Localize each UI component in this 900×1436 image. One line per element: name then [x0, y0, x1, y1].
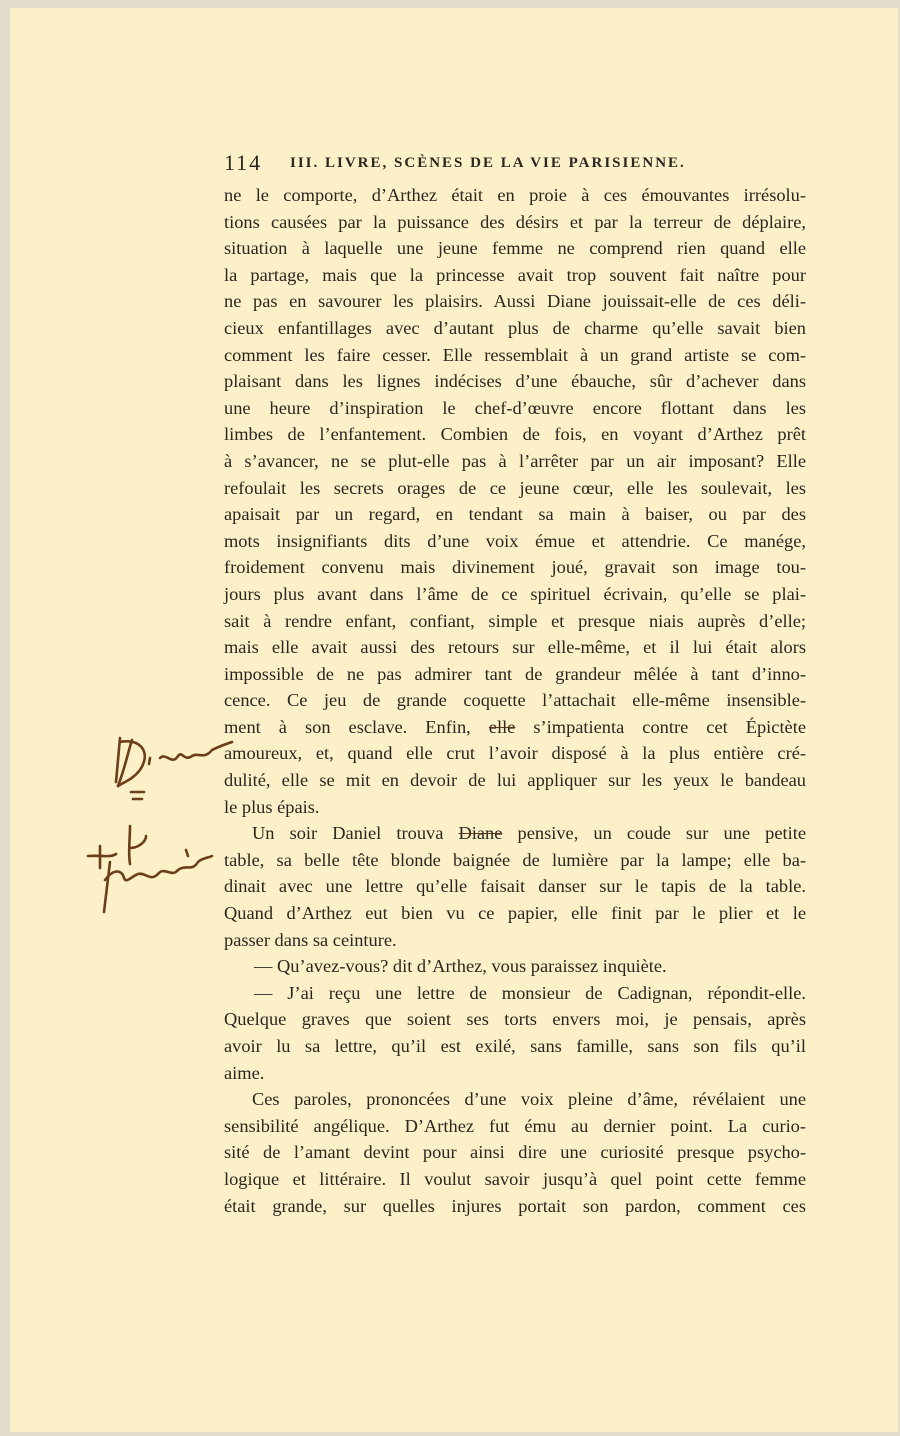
text-line: mais elle avait aussi des retours sur elle-même, et il lui était alors: [224, 637, 806, 658]
text-line: sité de l’amant devint pour ainsi dire une curiosité presque psycho-: [224, 1142, 806, 1163]
text-line: sait à rendre enfant, confiant, simple et presque niais auprès d’elle;: [224, 610, 806, 631]
text-line: Quelque graves que soient ses torts envers moi, je pensais, après: [224, 1009, 806, 1030]
text-segment: s’impatienta contre cet Épictète: [533, 716, 806, 737]
text-line: dinait avec une lettre qu’elle faisait danser sur le tapis de la table.: [224, 876, 806, 897]
text-line-with-correction: [224, 820, 806, 847]
text-line: amoureux, et, quand elle crut l’avoir disposé à la plus entière cré-: [224, 743, 806, 764]
text-line: refoulait les secrets orages de ce jeune cœur, elle les soulevait, les: [224, 477, 806, 498]
text-line: à s’avancer, ne se plut-elle pas à l’arrêter par un air imposant? Elle: [224, 450, 806, 471]
text-line: plaisant dans les lignes indécises d’une ébauche, sûr d’achever dans: [224, 371, 806, 392]
text-line: mots insignifiants dits d’une voix émue et attendrie. Ce manége,: [224, 530, 806, 551]
struck-word: Diane: [458, 823, 503, 844]
page-number: 114: [224, 150, 263, 175]
text-line: Quand d’Arthez eut bien vu ce papier, elle finit par le plier et le: [224, 903, 806, 924]
text-line: limbes de l’enfantement. Combien de fois, en voyant d’Arthez prêt: [224, 424, 806, 445]
text-line: situation à laquelle une jeune femme ne comprend rien quand elle: [224, 238, 806, 259]
text-line: avoir lu sa lettre, qu’il est exilé, sans famille, sans son fils qu’il: [224, 1036, 806, 1056]
page-header: [224, 150, 806, 180]
text-line: cieux enfantillages avec d’autant plus de charme qu’elle savait bien: [224, 317, 806, 338]
text-line: impossible de ne pas admirer tant de grandeur mêlée à tant d’inno-: [224, 663, 806, 684]
text-line: était grande, sur quelles injures portait son pardon, comment ces: [224, 1195, 806, 1216]
text-line: le plus épais.: [224, 796, 320, 817]
text-segment: pensive, un coude sur une petite: [517, 823, 806, 844]
text-line: logique et littéraire. Il voulut savoir jusqu’à quel point cette femme: [224, 1168, 806, 1189]
text-line: ne pas en savourer les plaisirs. Aussi Diane jouissait-elle de ces déli-: [224, 291, 806, 312]
text-segment: Un soir Daniel trouva: [252, 823, 444, 844]
dialogue-line: — J’ai reçu une lettre de monsieur de Cadignan, répondit-elle.: [254, 982, 806, 1003]
text-line: table, sa belle tête blonde baignée de lumière par la lampe; elle ba-: [224, 849, 806, 870]
text-line: ne le comporte, d’Arthez était en proie à ces émouvantes irrésolu-: [224, 185, 806, 205]
dialogue-line: — Qu’avez-vous? dit d’Arthez, vous paraissez inquiète.: [254, 956, 667, 977]
text-line: jours plus avant dans l’âme de ce spirituel écrivain, qu’elle se plai-: [224, 583, 806, 604]
text-line: aime.: [224, 1062, 265, 1083]
text-line: dulité, elle se mit en devoir de lui appliquer sur les yeux le bandeau: [224, 770, 806, 791]
margin-notes: [0, 0, 240, 960]
text-line: passer dans sa ceinture.: [224, 929, 397, 950]
text-line: tions causées par la puissance des désirs et par la terreur de déplaire,: [224, 211, 806, 232]
text-line: sensibilité angélique. D’Arthez fut ému au dernier point. La curio-: [224, 1115, 806, 1136]
text-line: cence. Ce jeu de grande coquette l’attachait elle-même insensible-: [224, 690, 806, 711]
running-head: III. LIVRE, SCÈNES DE LA VIE PARISIENNE.: [290, 155, 686, 171]
text-line: une heure d’inspiration le chef-d’œuvre encore flottant dans les: [224, 397, 806, 418]
text-line: comment les faire cesser. Elle ressemblait à un grand artiste se com-: [224, 344, 806, 365]
text-line: la partage, mais que la princesse avait trop souvent fait naître pour: [224, 264, 806, 285]
struck-word: elle: [488, 716, 516, 737]
text-segment: ment à son esclave. Enfin,: [224, 716, 471, 737]
body-text: [224, 182, 806, 1219]
handwritten-annotation: [0, 0, 240, 960]
text-line-with-correction: [224, 714, 806, 741]
text-line: apaisait par un regard, en tendant sa main à baiser, ou par des: [224, 504, 806, 525]
text-line: Ces paroles, prononcées d’une voix pleine d’âme, révélaient une: [252, 1089, 806, 1110]
text-line: froidement convenu mais divinement joué, gravait son image tou-: [224, 557, 806, 578]
